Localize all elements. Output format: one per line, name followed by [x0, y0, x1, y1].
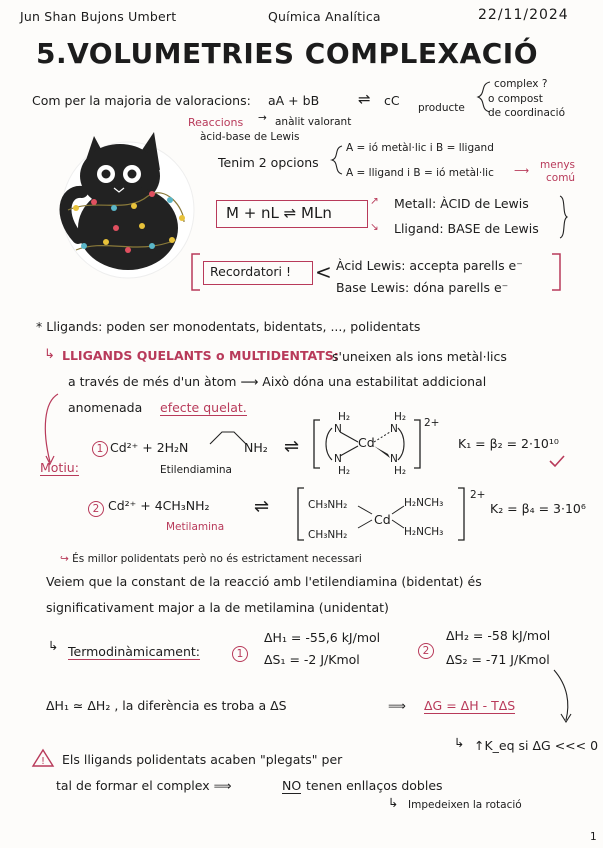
note-arrow: ↪ [60, 553, 73, 565]
complex-1-h2-bottom-left: H₂ [338, 465, 351, 477]
ligand-label: Lligand: BASE de Lewis [394, 221, 539, 236]
ethylene-bridge [208, 430, 248, 446]
warning-note: Impedeixen la rotació [408, 799, 522, 811]
reaction-1-arrow: ⇌ [284, 436, 300, 457]
ligands-line: * Lligands: poden ser monodentats, bidentats, ..., polidentats [36, 319, 421, 334]
options-lead: Tenim 2 opcions [218, 155, 319, 170]
warning-line-1: Els lligands polidentats acaben "plegats" per [62, 752, 343, 767]
keq-condition: ↑K_eq si ΔG <<< 0 [474, 738, 599, 753]
complex-2-ligand-4: H₂NCH₃ [404, 526, 444, 538]
warning-line-2b: tenen enllaços dobles [306, 778, 443, 793]
thermo-2-number: 2 [418, 643, 434, 659]
equilibrium-arrow: ⇌ [358, 90, 371, 108]
reaction-2-k: K₂ = β₄ = 3·10⁶ [490, 501, 586, 516]
option-2-note-1: menys [540, 159, 576, 171]
analit-arrow: → [258, 112, 267, 124]
reminder-bracket-left [190, 252, 202, 292]
reaction-2-name: Metilamina [166, 521, 225, 533]
ligand-arrow: ↘ [370, 221, 379, 233]
complex-2-ligand-3: H₂NCH₃ [404, 497, 444, 509]
complex-1-n-bottom-right: N [390, 453, 398, 465]
conclusion-note [60, 554, 362, 565]
reaction-1-lhs-2: NH₂ [244, 440, 268, 455]
conclusion-line-1: Veiem que la constant de la reacció amb l'etilendiamina (bidentat) és [46, 574, 482, 589]
keq-arrow: ↳ [454, 735, 465, 750]
complex-1-h2-top-right: H₂ [394, 411, 407, 423]
page-title: 5.VOLUMETRIES COMPLEXACIÓ [36, 37, 539, 70]
reaction-1-name: Etilendiamina [160, 464, 232, 476]
warning-note-arrow: ↳ [388, 795, 399, 810]
metal-arrow: ↗ [370, 195, 379, 207]
complex-2-ligand-2: CH₃NH₂ [308, 529, 348, 541]
thermo-dh2: ΔH₂ = -58 kJ/mol [446, 628, 551, 643]
gibbs-curve-arrow [550, 668, 574, 724]
checkmark-icon [548, 454, 566, 468]
complex-1-cd: Cd [358, 435, 375, 450]
analit-label: anàlit valorant [275, 116, 352, 128]
reaction-2-lhs: Cd²⁺ + 4CH₃NH₂ [108, 498, 210, 513]
complex-2-cd: Cd [374, 512, 391, 527]
option-2-note-2: comú [546, 172, 576, 184]
intro-line: Com per la majoria de valoracions: [32, 93, 251, 108]
complex-option-1: complex ? [494, 78, 548, 90]
complex-option-3: de coordinació [488, 107, 566, 119]
reaction-1-number: 1 [92, 441, 108, 457]
complex-2-charge: 2+ [470, 489, 486, 501]
reminder-label: Recordatori ! [210, 264, 291, 279]
option-2: A = lligand i B = ió metàl·lic [346, 167, 494, 179]
author-name: Jun Shan Bujons Umbert [20, 9, 177, 24]
page-number: 1 [590, 831, 597, 843]
chelating-text-2: a través de més d'un àtom ⟶ Això dóna una estabilitat addicional [68, 374, 487, 389]
reactions-sub: àcid-base de Lewis [200, 131, 300, 143]
metal-label: Metall: ÀCID de Lewis [394, 196, 529, 211]
reaction-1-lhs: Cd²⁺ + 2H₂N [110, 440, 189, 455]
complex-1-h2-bottom-right: H₂ [394, 465, 407, 477]
complex-1-charge: 2+ [424, 417, 440, 429]
product-label: producte [418, 102, 465, 114]
date: 22/11/2024 [478, 7, 569, 23]
options-brace [330, 144, 344, 176]
option-1: A = ió metàl·lic i B = lligand [346, 142, 494, 154]
brace-curve [474, 80, 494, 114]
motive-label: Motiu: [40, 460, 79, 475]
option-2-arrow: ⟶ [514, 165, 530, 177]
complex-brace [558, 194, 568, 240]
reaction-2-arrow: ⇌ [254, 496, 270, 517]
reaction-2-number: 2 [88, 501, 104, 517]
complex-option-2: o compost [488, 93, 543, 105]
chelating-text-1: s'uneixen als ions metàl·lics [332, 349, 507, 364]
subject-name: Química Analítica [268, 9, 381, 24]
complex-1-n-top-right: N [390, 423, 398, 435]
warning-line-2: tal de formar el complex ⟹ [56, 778, 232, 793]
thermo-label: Termodinàmicament: [68, 644, 201, 659]
conclusion-line-2: significativament major a la de metilamina (unidentat) [46, 600, 389, 615]
warning-icon [32, 748, 54, 768]
thermo-dh1: ΔH₁ = -55,6 kJ/mol [264, 630, 381, 645]
reminder-acid: Àcid Lewis: accepta parells e⁻ [336, 258, 523, 273]
gibbs-equation: ΔG = ΔH - TΔS [424, 698, 516, 713]
thermo-ds1: ΔS₁ = -2 J/Kmol [264, 652, 360, 667]
thermo-arrow: ↳ [48, 638, 59, 653]
reminder-chevron: < [315, 260, 332, 284]
warning-no: NO [282, 778, 302, 793]
complex-1-h2-top-left: H₂ [338, 411, 351, 423]
conclusion-note-text: És millor polidentats però no és estrictament necessari [72, 553, 362, 565]
reactions-label: Reaccions [188, 116, 244, 129]
chelating-arrow: ↳ [44, 347, 55, 362]
reminder-bracket-right [550, 252, 562, 292]
motive-curve-arrow [36, 390, 66, 470]
intro-equation-rhs: cC [384, 93, 400, 108]
complex-2-ligand-1: CH₃NH₂ [308, 499, 348, 511]
thermo-ds2: ΔS₂ = -71 J/Kmol [446, 652, 550, 667]
complex-1-n-top-left: N [334, 423, 342, 435]
chelating-text-3: anomenada [68, 400, 143, 415]
chelating-heading: LLIGANDS QUELANTS o MULTIDENTATS: [62, 348, 339, 363]
thermo-compare: ΔH₁ ≃ ΔH₂ , la diferència es troba a ΔS [46, 698, 287, 713]
reaction-1-k: K₁ = β₂ = 2·10¹⁰ [458, 436, 559, 451]
thermo-1-number: 1 [232, 646, 248, 662]
complex-1-n-bottom-left: N [334, 453, 342, 465]
cat-sticker-illustration [56, 118, 196, 278]
reminder-base: Base Lewis: dóna parells e⁻ [336, 280, 509, 295]
intro-equation: aA + bB [268, 93, 320, 108]
complex-equation: M + nL ⇌ MLn [226, 204, 332, 222]
implies-arrow: ⟹ [388, 698, 406, 713]
svg-text:!: ! [41, 756, 46, 767]
chelate-effect: efecte quelat. [160, 400, 247, 415]
